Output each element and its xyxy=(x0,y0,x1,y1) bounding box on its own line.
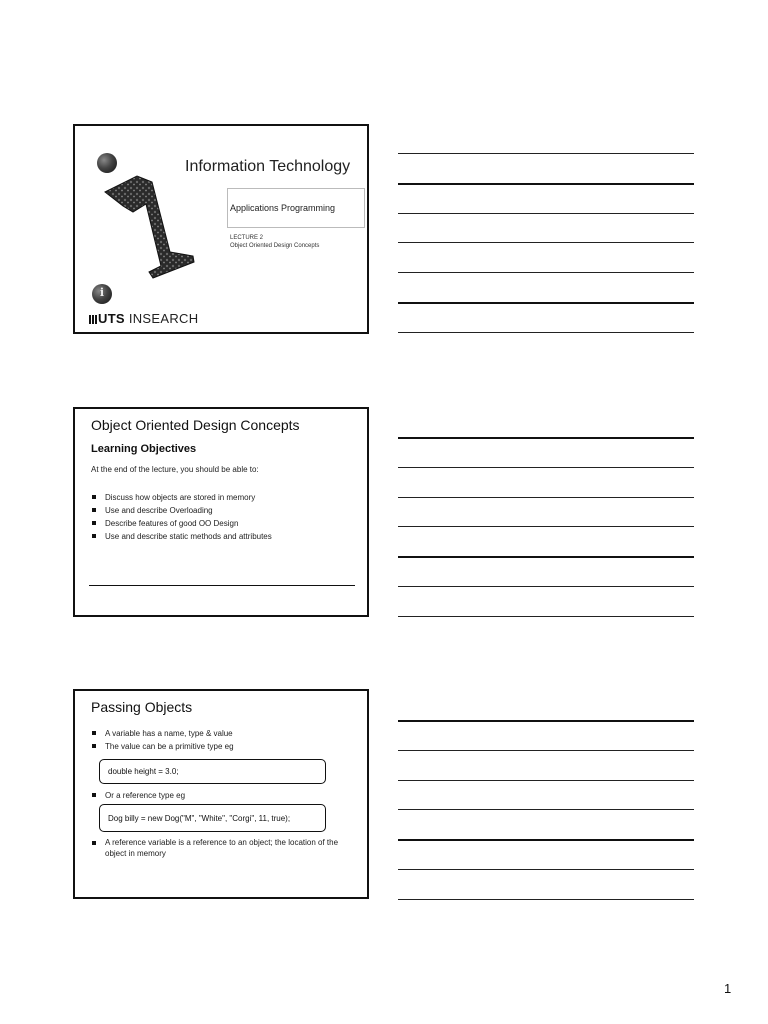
uts-insearch-logo xyxy=(89,311,198,326)
slide-2 xyxy=(73,407,369,617)
note-line xyxy=(398,302,694,304)
code-example-reference xyxy=(99,804,326,832)
logo-uts: UTS xyxy=(98,311,125,326)
lecture-info xyxy=(230,234,319,250)
divider xyxy=(89,585,355,586)
slide-1 xyxy=(73,124,369,334)
list-item: A reference variable is a reference to an object; the location of the object in memory xyxy=(91,837,353,859)
list-item: Or a reference type eg xyxy=(91,789,185,802)
note-line xyxy=(398,213,694,214)
note-line xyxy=(398,556,694,558)
list-item: The value can be a primitive type eg xyxy=(91,740,234,753)
note-line xyxy=(398,467,694,468)
slide-intro: At the end of the lecture, you should be able to: xyxy=(91,465,259,474)
note-line xyxy=(398,183,694,185)
list-item: Discuss how objects are stored in memory xyxy=(91,491,272,504)
list-item: Describe features of good OO Design xyxy=(91,517,272,530)
lecture-label: LECTURE 2 xyxy=(230,235,264,241)
page-number: 1 xyxy=(724,981,732,996)
code-text: double height = 3.0; xyxy=(108,767,179,776)
note-line xyxy=(398,153,694,154)
list-item: A variable has a name, type & value xyxy=(91,727,234,740)
slide-heading: Object Oriented Design Concepts xyxy=(91,417,300,433)
note-line xyxy=(398,616,694,617)
slide-subtitle: Applications Programming xyxy=(230,203,336,213)
note-line xyxy=(398,869,694,870)
note-line xyxy=(398,526,694,527)
list-item: Use and describe Overloading xyxy=(91,504,272,517)
objectives-list xyxy=(91,491,272,543)
note-line xyxy=(398,437,694,439)
slide-title: Information Technology xyxy=(185,158,351,175)
note-line xyxy=(398,242,694,243)
bullet-list-b xyxy=(91,789,185,802)
info-icon: i xyxy=(92,284,112,304)
note-line xyxy=(398,899,694,900)
slide-heading: Passing Objects xyxy=(91,699,193,715)
note-line xyxy=(398,272,694,273)
note-line xyxy=(398,720,694,722)
slide-3 xyxy=(73,689,369,899)
bullet-list-a xyxy=(91,727,234,753)
note-line xyxy=(398,839,694,841)
bullet-list-c xyxy=(91,837,353,859)
note-line xyxy=(398,750,694,751)
lecture-topic: Object Oriented Design Concepts xyxy=(230,243,320,249)
list-item: Use and describe static methods and attributes xyxy=(91,530,272,543)
code-example-primitive xyxy=(99,759,326,784)
logo-insearch: INSEARCH xyxy=(128,311,199,326)
note-line xyxy=(398,809,694,810)
note-line xyxy=(398,780,694,781)
code-text: Dog billy = new Dog("M", "White", "Corgi", 11, true); xyxy=(108,813,291,823)
note-line xyxy=(398,497,694,498)
note-line xyxy=(398,332,694,333)
note-line xyxy=(398,586,694,587)
uts-mark-icon xyxy=(89,315,97,324)
slide-subheading: Learning Objectives xyxy=(91,443,197,455)
